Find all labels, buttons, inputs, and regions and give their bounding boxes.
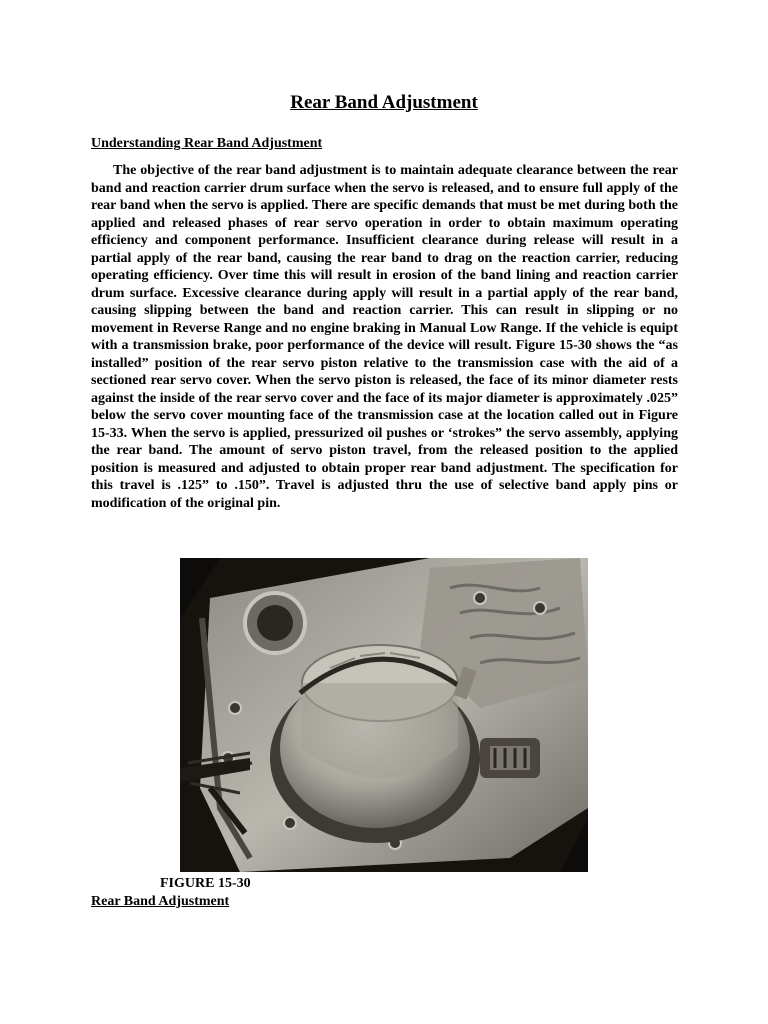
figure-caption: Rear Band Adjustment — [91, 894, 230, 909]
section-heading: Understanding Rear Band Adjustment — [91, 136, 323, 151]
rear-servo-photo-illustration — [180, 558, 588, 872]
body-paragraph: The objective of the rear band adjustment is to maintain adequate clearance between the rear band and reaction carrier drum surface when the servo is released, and to ensure full apply of the rear band when the servo is applied. There are specific demands that must be met during both the applied and released phases of rear servo operation in order to obtain maximum operating efficiency and component performance. Insufficient clearance during release will result in a partial apply of the rear band, causing the rear band to drag on the reaction carrier, reducing operating efficiency. Over time this will result in erosion of the band lining and reaction carrier drum surface. Excessive clearance during apply will result in a partial apply of the rear band, causing slipping between the band and reaction carrier. This can result in slipping or no movement in Reverse Range and no engine braking in Manual Low Range. If the vehicle is equipt with a transmission brake, poor performance of the device will result. Figure 15-30 shows the “as installed” position of the rear servo piston relative to the transmission case with the aid of a sectioned rear servo cover. When the servo piston is released, the face of its minor diameter rests against the inside of the rear servo cover and the face of its major diameter is approximately .025” below the servo cover mounting face of the transmission case at the location called out in Figure 15-33. When the servo is applied, pressurized oil pushes or ‘strokes” the servo assembly, applying the rear band. The amount of servo piston travel, from the released position to the applied position is measured and adjusted to obtain proper rear band adjustment. The specification for this travel is .125” to .150”. Travel is adjusted thru the use of selective band apply pins or modification of the original pin. — [91, 163, 678, 511]
figure-photo-rear-servo — [180, 558, 588, 872]
page-title: Rear Band Adjustment — [290, 92, 478, 113]
figure-label: FIGURE 15-30 — [160, 876, 251, 891]
